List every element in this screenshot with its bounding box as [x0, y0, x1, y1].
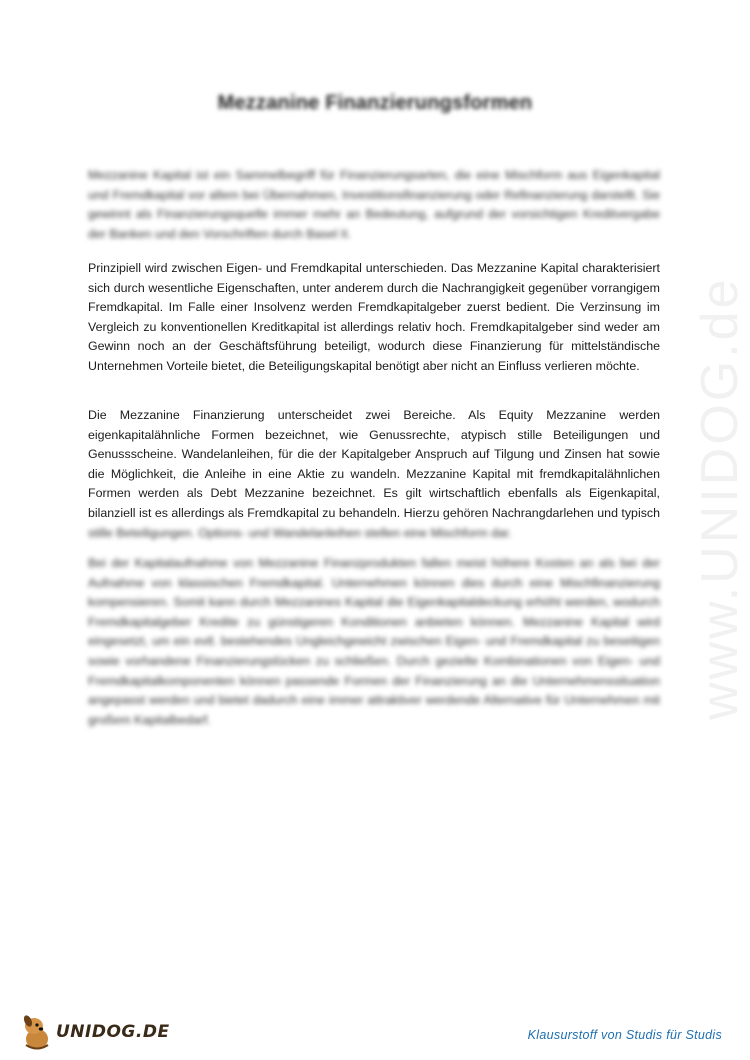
paragraph-areas-tail: stille Beteiligungen. Options- und Wandelanleihen stellen eine Mischform dar. — [88, 525, 512, 540]
paragraph-areas-visible — [0, 0, 750, 524]
watermark: www.UNIDOG.de — [691, 276, 749, 720]
paragraph-areas-blurred-tail — [0, 524, 750, 554]
page-title: Mezzanine Finanzierungsformen — [217, 92, 533, 114]
paragraph-areas: Die Mezzanine Finanzierung unterscheidet zwei Bereiche. Als Equity Mezzanine werden eigenkapitalähnliche Formen bezeichnet, wie Genussrechte, atypisch stille Beteiligungen und Genussscheine. Wandelanleihen, für die der Kapitalgeber Anspruch auf Tilgung und Zinsen hat sowie die Möglichkeit, die Anleihe in eine Aktie zu wandeln. Mezzanine Kapital mit fremdkapitalähnlichen Formen werden als Debt Mezzanine bezeichnet. Es gilt wirtschaftlich ebenfalls als Eigenkapital, bilanziell ist es allerdings als Fremdkapital zu behandeln. Hierzu gehören Nachrangdarlehen und typisch — [88, 408, 660, 520]
paragraph-principles: Prinzipiell wird zwischen Eigen- und Fremdkapital unterschieden. Das Mezzanine Kapital charakterisiert sich durch wesentliche Eigenschaften, unter anderem durch die Nachrangigkeit gegenüber vorrangigem Fremdkapital. Im Falle einer Insolvenz werden Fremdkapitalgeber zuerst bedient. Die Verzinsung im Vergleich zu konventionellen Kreditkapital ist allerdings relativ hoch. Fremdkapitalgeber sind weder am Gewinn noch an der Geschäftsführung beteiligt, wodurch diese Finanzierung für mittelständische Unternehmen Vorteile bietet, die Beteiligungskapital benötigt aber nicht an Einfluss verlieren möchte. — [88, 261, 660, 373]
footer-tagline: Klausurstoff von Studis für Studis — [527, 1028, 722, 1042]
paragraph-costs: Bei der Kapitalaufnahme von Mezzanine Finanzprodukten fallen meist höhere Kosten an als bei der Aufnahme von klassischen Fremdkapital. Unternehmen können dies durch eine Mischfinanzierung kompensieren. Somit kann durch Mezzanines Kapital die Eigenkapitaldeckung erhöht werden, wodurch Fremdkapitalgeber Kredite zu günstigeren Konditionen anbieten können. Mezzanine Kapital wird eingesetzt, um ein evtl. bestehendes Ungleichgewicht zwischen Eigen- und Fremdkapital zu beseitigen sowie vorhandene Finanzierungslücken zu schließen. Durch gezielte Kombinationen von Eigen- und Fremdkapitalkomponenten können passende Formen der Finanzierung an die Unternehmenssituation angepasst werden und bietet dadurch eine immer attraktiver werdende Alternative für Unternehmen mit großem Kapitalbedarf. — [88, 556, 660, 727]
logo-text: UNIDOG.DE — [56, 1022, 170, 1042]
dog-icon — [20, 1012, 54, 1052]
unidog-logo — [20, 1012, 170, 1052]
paragraph-intro: Mezzanine Kapital ist ein Sammelbegriff für Finanzierungsarten, die eine Mischform aus Eigenkapital und Fremdkapital vor allem bei Übernahmen, Investitionsfinanzierung oder Refinanzierung darstellt. Sie gewinnt als Finanzierungsquelle immer mehr an Bedeutung, aufgrund der vorsichtigen Kreditvergabe der Banken und den Vorschriften durch Basel II. — [88, 168, 660, 241]
